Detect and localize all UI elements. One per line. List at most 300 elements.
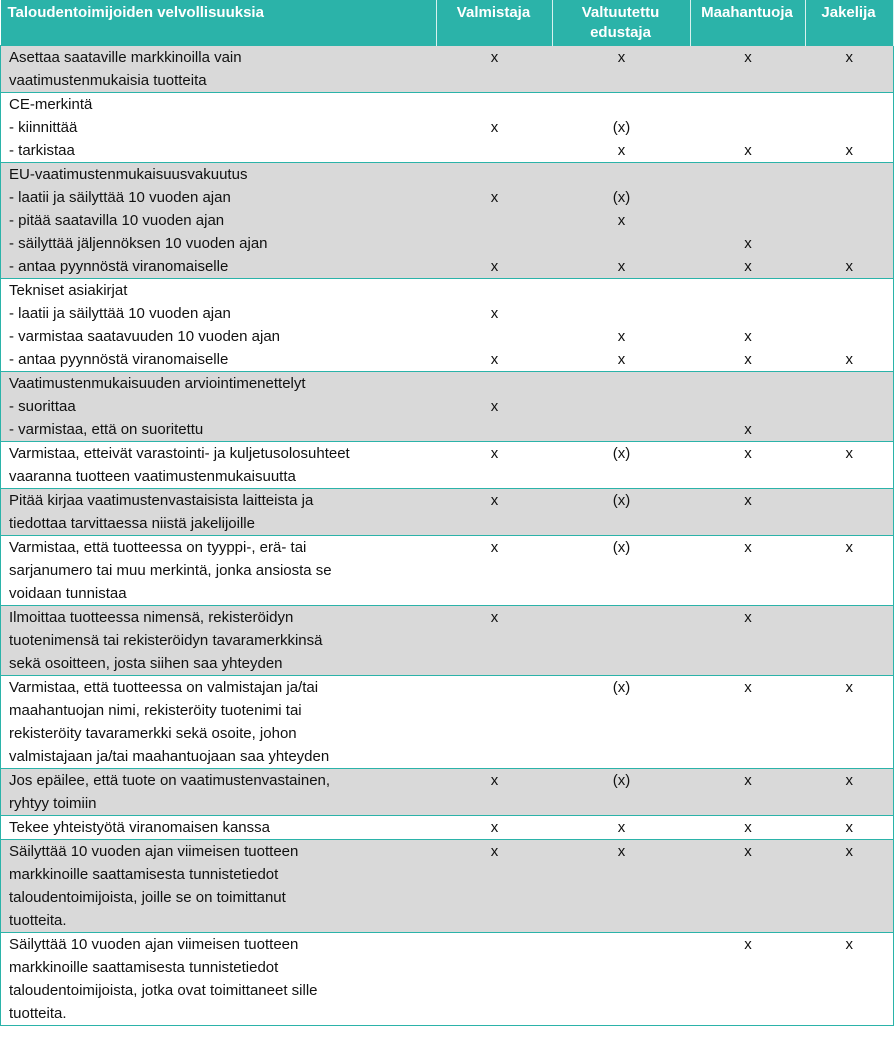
distributor-mark: [806, 279, 894, 302]
obligation-text-line: Varmistaa, että tuotteessa on tyyppi-, erä- tai: [9, 539, 307, 556]
distributor-mark-cell: [806, 933, 894, 1026]
importer-mark: [691, 652, 806, 675]
authorised-representative-mark: [553, 745, 691, 768]
obligation-text-line: - varmistaa, että on suoritettu: [9, 421, 204, 438]
table-row: [1, 536, 894, 606]
manufacturer-mark: [437, 699, 553, 722]
distributor-mark: [806, 93, 894, 116]
obligation-text-line: voidaan tunnistaa: [9, 585, 127, 602]
authorised-representative-mark-cell: [553, 279, 691, 372]
obligation-cell: [1, 442, 437, 489]
obligation-text-line: Varmistaa, että tuotteessa on valmistajan ja/tai: [9, 679, 319, 696]
distributor-mark: [806, 209, 894, 232]
importer-mark: [691, 745, 806, 768]
manufacturer-mark-cell: [437, 442, 553, 489]
authorised-representative-mark: [553, 956, 691, 979]
authorised-representative-mark: x: [617, 351, 626, 368]
distributor-mark: [806, 863, 894, 886]
importer-mark: x: [744, 445, 752, 462]
authorised-representative-mark: (x): [612, 445, 631, 462]
importer-mark: x: [744, 328, 752, 345]
importer-mark: x: [744, 351, 752, 368]
obligation-text-line: sarjanumero tai muu merkintä, jonka ansiosta se: [9, 562, 332, 579]
importer-mark: x: [744, 421, 752, 438]
distributor-mark-cell: [806, 279, 894, 372]
manufacturer-mark: [437, 629, 553, 652]
manufacturer-mark: [437, 69, 553, 92]
distributor-mark: [806, 512, 894, 535]
distributor-mark: [806, 116, 894, 139]
manufacturer-mark: [437, 886, 553, 909]
manufacturer-mark-cell: [437, 93, 553, 163]
manufacturer-mark: [437, 93, 553, 116]
authorised-representative-mark: [553, 232, 691, 255]
obligation-cell: [1, 933, 437, 1026]
obligation-text-line: ryhtyy toimiin: [9, 795, 97, 812]
authorised-representative-mark-cell: [553, 93, 691, 163]
distributor-mark: [806, 629, 894, 652]
manufacturer-mark: [437, 792, 553, 815]
table-row: [1, 676, 894, 769]
obligation-text-line: Tekniset asiakirjat: [9, 282, 128, 299]
obligation-text-line: - pitää saatavilla 10 vuoden ajan: [9, 212, 225, 229]
importer-mark: [691, 395, 806, 418]
distributor-mark-cell: [806, 93, 894, 163]
authorised-representative-mark: [553, 93, 691, 116]
distributor-mark-cell: [806, 769, 894, 816]
distributor-mark: [806, 582, 894, 605]
authorised-representative-mark: x: [617, 258, 626, 275]
obligation-cell: [1, 372, 437, 442]
authorised-representative-mark-cell: [553, 442, 691, 489]
manufacturer-mark: [437, 745, 553, 768]
distributor-mark-cell: [806, 606, 894, 676]
authorised-representative-mark: x: [617, 843, 626, 860]
authorised-representative-mark-cell: [553, 536, 691, 606]
obligation-text-line: - tarkistaa: [9, 142, 75, 159]
obligation-cell: [1, 93, 437, 163]
obligation-text-line: Asettaa saataville markkinoilla vain: [9, 49, 242, 66]
distributor-mark: x: [845, 843, 853, 860]
obligation-text-line: tuotenimensä tai rekisteröidyn tavaramerkkinsä: [9, 632, 323, 649]
importer-mark: x: [744, 679, 752, 696]
obligation-text-line: Varmistaa, etteivät varastointi- ja kuljetusolosuhteet: [9, 445, 350, 462]
manufacturer-mark: [437, 676, 553, 699]
distributor-mark: x: [845, 772, 853, 789]
manufacturer-mark: [437, 909, 553, 932]
distributor-mark: [806, 699, 894, 722]
manufacturer-mark-cell: [437, 840, 553, 933]
authorised-representative-mark-cell: [553, 163, 691, 279]
authorised-representative-mark-cell: [553, 676, 691, 769]
obligation-text-line: taloudentoimijoista, jotka ovat toimittaneet sille: [9, 982, 318, 999]
distributor-mark: x: [845, 258, 853, 275]
importer-mark: [691, 582, 806, 605]
obligation-text-line: taloudentoimijoista, joille se on toimittanut: [9, 889, 286, 906]
authorised-representative-mark: [553, 863, 691, 886]
importer-mark: x: [744, 492, 752, 509]
manufacturer-mark: x: [490, 772, 499, 789]
manufacturer-mark-cell: [437, 279, 553, 372]
distributor-mark-cell: [806, 163, 894, 279]
importer-mark-cell: [691, 933, 806, 1026]
distributor-mark: [806, 395, 894, 418]
authorised-representative-mark-cell: [553, 933, 691, 1026]
importer-mark: [691, 909, 806, 932]
manufacturer-mark-cell: [437, 163, 553, 279]
authorised-representative-mark: x: [617, 212, 626, 229]
distributor-mark: [806, 956, 894, 979]
distributor-mark: x: [845, 936, 853, 953]
distributor-mark: [806, 186, 894, 209]
manufacturer-mark: [437, 956, 553, 979]
importer-mark: [691, 792, 806, 815]
distributor-mark: [806, 559, 894, 582]
distributor-mark: [806, 489, 894, 512]
table-row: [1, 442, 894, 489]
authorised-representative-mark: [553, 699, 691, 722]
authorised-representative-mark: [553, 1002, 691, 1025]
distributor-mark-cell: [806, 840, 894, 933]
importer-mark-cell: [691, 606, 806, 676]
table-row: [1, 840, 894, 933]
importer-mark: [691, 699, 806, 722]
header-authorised-representative-line: Valtuutettu: [581, 4, 660, 21]
obligation-cell: [1, 816, 437, 840]
obligation-text-line: - suorittaa: [9, 398, 76, 415]
importer-mark: [691, 93, 806, 116]
obligation-text-line: vaatimustenmukaisia tuotteita: [9, 72, 207, 89]
obligation-text-line: sekä osoitteen, josta siihen saa yhteyden: [9, 655, 283, 672]
authorised-representative-mark: (x): [612, 189, 631, 206]
authorised-representative-mark-cell: [553, 489, 691, 536]
obligation-text-line: tuotteita.: [9, 1005, 67, 1022]
authorised-representative-mark: [553, 979, 691, 1002]
importer-mark-cell: [691, 536, 806, 606]
obligation-text-line: Säilyttää 10 vuoden ajan viimeisen tuotteen: [9, 843, 299, 860]
importer-mark: [691, 209, 806, 232]
importer-mark-cell: [691, 93, 806, 163]
obligation-text-line: - säilyttää jäljennöksen 10 vuoden ajan: [9, 235, 268, 252]
obligation-cell: [1, 606, 437, 676]
obligation-text-line: Pitää kirjaa vaatimustenvastaisista laitteista ja: [9, 492, 314, 509]
manufacturer-mark-cell: [437, 816, 553, 840]
obligation-text-line: tuotteita.: [9, 912, 67, 929]
importer-mark: x: [744, 819, 752, 836]
authorised-representative-mark: [553, 69, 691, 92]
importer-mark-cell: [691, 163, 806, 279]
authorised-representative-mark-cell: [553, 769, 691, 816]
manufacturer-mark: x: [490, 843, 499, 860]
table-row: [1, 489, 894, 536]
importer-mark: x: [744, 235, 752, 252]
authorised-representative-mark: (x): [612, 539, 631, 556]
table-row: [1, 816, 894, 840]
obligation-text-line: - kiinnittää: [9, 119, 78, 136]
obligation-text-line: CE-merkintä: [9, 96, 93, 113]
obligation-text-line: tiedottaa tarvittaessa niistä jakelijoille: [9, 515, 255, 532]
distributor-mark-cell: [806, 442, 894, 489]
manufacturer-mark-cell: [437, 489, 553, 536]
authorised-representative-mark: x: [617, 819, 626, 836]
table-row: [1, 46, 894, 93]
importer-mark: [691, 512, 806, 535]
manufacturer-mark: [437, 582, 553, 605]
manufacturer-mark: x: [490, 49, 499, 66]
authorised-representative-mark: [553, 652, 691, 675]
importer-mark: [691, 372, 806, 395]
authorised-representative-mark-cell: [553, 46, 691, 93]
distributor-mark: x: [845, 539, 853, 556]
manufacturer-mark: [437, 652, 553, 675]
importer-mark: x: [744, 539, 752, 556]
obligation-text-line: Säilyttää 10 vuoden ajan viimeisen tuotteen: [9, 936, 299, 953]
manufacturer-mark: x: [490, 819, 499, 836]
importer-mark-cell: [691, 840, 806, 933]
importer-mark: [691, 69, 806, 92]
obligation-text-line: maahantuojan nimi, rekisteröity tuotenimi tai: [9, 702, 302, 719]
distributor-mark-cell: [806, 372, 894, 442]
authorised-representative-mark: (x): [612, 492, 631, 509]
obligation-cell: [1, 489, 437, 536]
manufacturer-mark: x: [490, 609, 499, 626]
importer-mark: x: [744, 772, 752, 789]
header-manufacturer: Valmistaja: [437, 0, 553, 46]
importer-mark: [691, 956, 806, 979]
manufacturer-mark-cell: [437, 372, 553, 442]
obligation-text-line: Jos epäilee, että tuote on vaatimustenvastainen,: [9, 772, 331, 789]
obligation-text-line: - laatii ja säilyttää 10 vuoden ajan: [9, 305, 231, 322]
table-row: [1, 933, 894, 1026]
importer-mark: [691, 1002, 806, 1025]
importer-mark-cell: [691, 279, 806, 372]
manufacturer-mark: [437, 863, 553, 886]
header-authorised-representative-line: edustaja: [590, 24, 651, 41]
importer-mark-cell: [691, 676, 806, 769]
importer-mark: [691, 629, 806, 652]
distributor-mark: [806, 302, 894, 325]
manufacturer-mark: x: [490, 398, 499, 415]
authorised-representative-mark: [553, 606, 691, 629]
manufacturer-mark: [437, 163, 553, 186]
importer-mark: [691, 886, 806, 909]
obligation-cell: [1, 840, 437, 933]
distributor-mark: [806, 886, 894, 909]
distributor-mark: [806, 745, 894, 768]
table-row: [1, 372, 894, 442]
importer-mark: [691, 279, 806, 302]
obligation-text-line: EU-vaatimustenmukaisuusvakuutus: [9, 166, 248, 183]
authorised-representative-mark: [553, 279, 691, 302]
authorised-representative-mark-cell: [553, 606, 691, 676]
manufacturer-mark-cell: [437, 676, 553, 769]
importer-mark-cell: [691, 816, 806, 840]
header-authorised-representative: [553, 0, 691, 46]
manufacturer-mark: x: [490, 305, 499, 322]
manufacturer-mark: [437, 512, 553, 535]
table-body: [1, 46, 894, 1026]
importer-mark: [691, 559, 806, 582]
table-row: [1, 279, 894, 372]
authorised-representative-mark: [553, 629, 691, 652]
manufacturer-mark: x: [490, 445, 499, 462]
distributor-mark: [806, 325, 894, 348]
obligation-cell: [1, 279, 437, 372]
importer-mark: [691, 465, 806, 488]
distributor-mark: [806, 652, 894, 675]
distributor-mark: x: [845, 351, 853, 368]
authorised-representative-mark: [553, 163, 691, 186]
distributor-mark: x: [845, 445, 853, 462]
manufacturer-mark: [437, 279, 553, 302]
importer-mark: [691, 163, 806, 186]
obligation-text-line: markkinoille saattamisesta tunnistetiedot: [9, 959, 279, 976]
authorised-representative-mark: [553, 933, 691, 956]
distributor-mark-cell: [806, 536, 894, 606]
distributor-mark: [806, 372, 894, 395]
authorised-representative-mark-cell: [553, 372, 691, 442]
manufacturer-mark: x: [490, 539, 499, 556]
manufacturer-mark: x: [490, 492, 499, 509]
distributor-mark: x: [845, 142, 853, 159]
obligation-cell: [1, 46, 437, 93]
distributor-mark: x: [845, 679, 853, 696]
header-row: [1, 0, 894, 46]
manufacturer-mark: x: [490, 119, 499, 136]
authorised-representative-mark: [553, 302, 691, 325]
importer-mark: x: [744, 843, 752, 860]
manufacturer-mark-cell: [437, 46, 553, 93]
obligation-text-line: vaaranna tuotteen vaatimustenmukaisuutta: [9, 468, 296, 485]
distributor-mark-cell: [806, 816, 894, 840]
importer-mark: [691, 302, 806, 325]
manufacturer-mark: x: [490, 351, 499, 368]
importer-mark-cell: [691, 489, 806, 536]
authorised-representative-mark-cell: [553, 840, 691, 933]
header-importer: Maahantuoja: [691, 0, 806, 46]
importer-mark-cell: [691, 769, 806, 816]
manufacturer-mark: [437, 139, 553, 162]
authorised-representative-mark: [553, 722, 691, 745]
importer-mark: [691, 186, 806, 209]
importer-mark: [691, 722, 806, 745]
authorised-representative-mark: (x): [612, 679, 631, 696]
obligation-text-line: valmistajaan ja/tai maahantuojaan saa yhteyden: [9, 748, 330, 765]
distributor-mark: [806, 163, 894, 186]
authorised-representative-mark: [553, 418, 691, 441]
distributor-mark: [806, 792, 894, 815]
importer-mark-cell: [691, 372, 806, 442]
authorised-representative-mark-cell: [553, 816, 691, 840]
obligation-cell: [1, 536, 437, 606]
obligation-text-line: - antaa pyynnöstä viranomaiselle: [9, 258, 229, 275]
manufacturer-mark: x: [490, 258, 499, 275]
distributor-mark: [806, 465, 894, 488]
obligation-text-line: Tekee yhteistyötä viranomaisen kanssa: [9, 819, 270, 836]
importer-mark: x: [744, 49, 752, 66]
authorised-representative-mark: [553, 395, 691, 418]
importer-mark: x: [744, 142, 752, 159]
manufacturer-mark: [437, 979, 553, 1002]
distributor-mark: [806, 909, 894, 932]
obligation-text-line: markkinoille saattamisesta tunnistetiedot: [9, 866, 279, 883]
header-distributor: Jakelija: [806, 0, 894, 46]
authorised-representative-mark: [553, 886, 691, 909]
distributor-mark: [806, 722, 894, 745]
importer-mark: x: [744, 258, 752, 275]
importer-mark: [691, 116, 806, 139]
table-row: [1, 93, 894, 163]
manufacturer-mark: [437, 232, 553, 255]
distributor-mark: x: [845, 49, 853, 66]
authorised-representative-mark: [553, 909, 691, 932]
obligation-text-line: - laatii ja säilyttää 10 vuoden ajan: [9, 189, 231, 206]
obligation-text-line: - antaa pyynnöstä viranomaiselle: [9, 351, 229, 368]
table-row: [1, 163, 894, 279]
authorised-representative-mark: x: [617, 328, 626, 345]
table-row: [1, 769, 894, 816]
authorised-representative-mark: [553, 582, 691, 605]
manufacturer-mark: [437, 325, 553, 348]
importer-mark-cell: [691, 46, 806, 93]
obligation-text-line: - varmistaa saatavuuden 10 vuoden ajan: [9, 328, 281, 345]
distributor-mark: [806, 606, 894, 629]
distributor-mark-cell: [806, 489, 894, 536]
distributor-mark: [806, 418, 894, 441]
importer-mark: x: [744, 609, 752, 626]
distributor-mark: x: [845, 819, 853, 836]
authorised-representative-mark: [553, 792, 691, 815]
manufacturer-mark: [437, 418, 553, 441]
manufacturer-mark: [437, 465, 553, 488]
authorised-representative-mark: [553, 512, 691, 535]
manufacturer-mark: x: [490, 189, 499, 206]
distributor-mark-cell: [806, 46, 894, 93]
importer-mark: x: [744, 936, 752, 953]
manufacturer-mark: [437, 209, 553, 232]
authorised-representative-mark: x: [617, 142, 626, 159]
distributor-mark: [806, 979, 894, 1002]
manufacturer-mark-cell: [437, 606, 553, 676]
distributor-mark: [806, 1002, 894, 1025]
obligation-cell: [1, 676, 437, 769]
distributor-mark: [806, 69, 894, 92]
manufacturer-mark: [437, 1002, 553, 1025]
manufacturer-mark-cell: [437, 536, 553, 606]
table-row: [1, 606, 894, 676]
obligation-text-line: Vaatimustenmukaisuuden arviointimenettelyt: [9, 375, 306, 392]
obligation-cell: [1, 163, 437, 279]
authorised-representative-mark: [553, 559, 691, 582]
obligation-text-line: Ilmoittaa tuotteessa nimensä, rekisteröidyn: [9, 609, 294, 626]
manufacturer-mark: [437, 722, 553, 745]
obligation-cell: [1, 769, 437, 816]
authorised-representative-mark: x: [617, 49, 626, 66]
manufacturer-mark-cell: [437, 933, 553, 1026]
importer-mark: [691, 863, 806, 886]
distributor-mark-cell: [806, 676, 894, 769]
authorised-representative-mark: [553, 465, 691, 488]
importer-mark-cell: [691, 442, 806, 489]
manufacturer-mark: [437, 372, 553, 395]
distributor-mark: [806, 232, 894, 255]
authorised-representative-mark: [553, 372, 691, 395]
manufacturer-mark: [437, 933, 553, 956]
header-obligations: Taloudentoimijoiden velvollisuuksia: [1, 0, 437, 46]
authorised-representative-mark: (x): [612, 119, 631, 136]
importer-mark: [691, 979, 806, 1002]
manufacturer-mark-cell: [437, 769, 553, 816]
